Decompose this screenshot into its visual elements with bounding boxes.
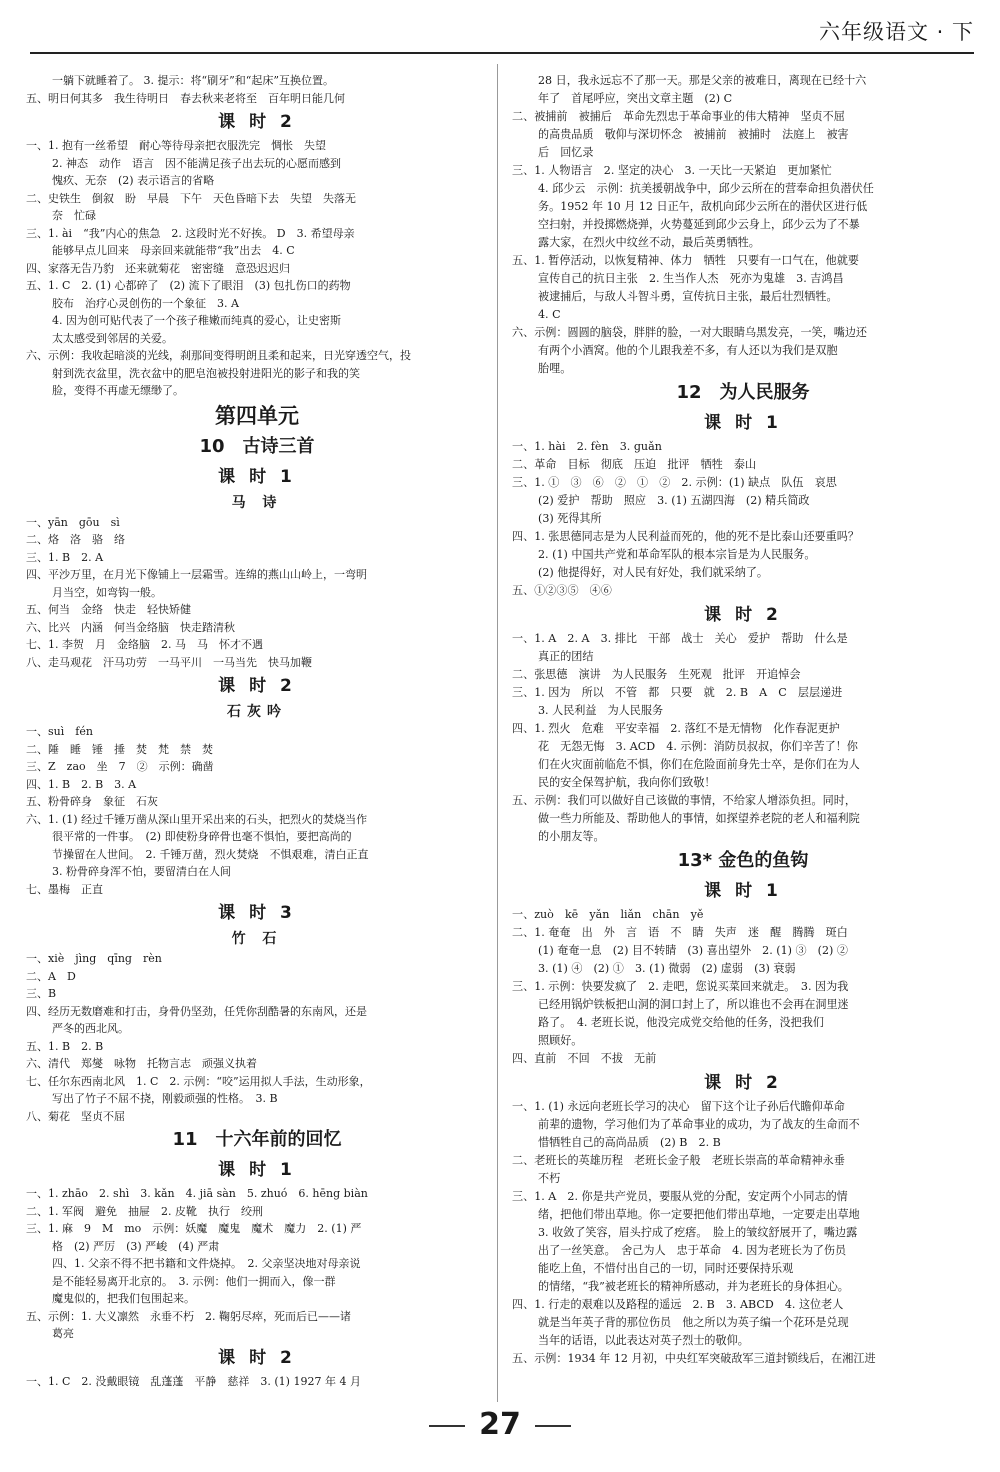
answer-line: 四、家落无告乃豹 还来就菊花 密密缝 意恐迟迟归 xyxy=(26,261,290,275)
answer-line: 4. C xyxy=(538,308,561,321)
answer-line: 四、1. 烈火 危难 平安幸福 2. 落红不是无情物 化作春泥更护 xyxy=(512,722,840,735)
answer-line: 严冬的西北风。 xyxy=(52,1022,129,1035)
answer-line: 务。1952 年 10 月 12 日正午，敌机向邱少云所在的潜伏区进行低 xyxy=(538,200,868,213)
answer-line: 一、xiè jìng qīng rèn xyxy=(26,952,162,965)
period-heading: 课 时 1 xyxy=(704,881,782,901)
answer-line: 魔鬼似的，把我们包围起来。 xyxy=(52,1292,195,1305)
answer-line: 四、直前 不回 不拔 无前 xyxy=(512,1052,657,1065)
page-number-dash-right xyxy=(535,1425,571,1427)
answer-line: 节操留在人世间。 2. 千锤万凿，烈火焚烧 不惧艰难，清白正直 xyxy=(52,847,369,861)
answer-line: 很平常的一件事。 (2) 即使粉身碎骨也毫不惧怕，要把高尚的 xyxy=(52,830,352,843)
answer-line: 三、Z zao 坐 7 ② 示例：确凿 xyxy=(26,760,214,773)
answer-line: (2) 他提得好，对人民有好处，我们就采纳了。 xyxy=(538,566,769,579)
period-heading: 课 时 2 xyxy=(218,676,296,696)
answer-line: 二、1. 奄奄 出 外 言 语 不 睛 失声 迷 醒 腾腾 斑白 xyxy=(512,926,848,939)
answer-line: 一、1. hài 2. fèn 3. guǎn xyxy=(512,440,662,453)
answer-line: 是不能轻易离开北京的。 3. 示例：他们一拥而入，像一群 xyxy=(52,1274,336,1288)
answer-line: 五、粉骨碎身 象征 石灰 xyxy=(26,795,158,808)
header-title: 六年级语文 · 下 xyxy=(818,20,974,44)
answer-line: 3. (1) ④ (2) ① 3. (1) 微弱 (2) 虚弱 (3) 衰弱 xyxy=(538,962,796,975)
answer-line: 的小朋友等。 xyxy=(538,830,605,843)
left-column xyxy=(26,72,488,1390)
answer-line: 一、1. A 2. A 3. 排比 干部 战士 关心 爱护 帮助 什么是 xyxy=(512,632,848,645)
answer-line: 年了 首尾呼应，突出文章主题 (2) C xyxy=(538,92,733,105)
answer-line: 胎哩。 xyxy=(538,362,572,375)
answer-line: 三、1. ① ③ ⑥ ② ① ② 2. 示例：(1) 缺点 队伍 哀思 xyxy=(512,476,837,489)
lesson-heading: 12 为人民服务 xyxy=(676,382,810,403)
answer-line: 的情绪，“我”被老班长的精神所感动，并为老班长的身体担心。 xyxy=(538,1280,849,1293)
answer-line: 真正的团结 xyxy=(538,650,594,663)
answer-line: 花 无怨无悔 3. ACD 4. 示例：消防员叔叔，你们辛苦了！你 xyxy=(538,740,858,753)
answer-line: 出了一丝笑意。 舍己为人 忠于革命 4. 因为老班长为了伤员 xyxy=(538,1244,847,1257)
answer-line: 3. 粉骨碎身浑不怕，要留清白在人间 xyxy=(52,865,231,878)
period-heading: 课 时 3 xyxy=(218,903,296,923)
answer-line: 脸，变得不再虚无缥缈了。 xyxy=(52,384,184,397)
answer-line: 空扫射，并投掷燃烧弹，火势蔓延到邱少云身上，邱少云为了不暴 xyxy=(538,218,860,231)
answer-line: 二、革命 目标 彻底 压迫 批评 牺牲 泰山 xyxy=(512,458,757,471)
period-heading: 课 时 2 xyxy=(218,1347,296,1368)
answer-line: 三、1. B 2. A xyxy=(26,550,104,564)
answer-line: 做一些力所能及、帮助他人的事情，如探望养老院的老人和福利院 xyxy=(538,812,860,825)
period-heading: 课 时 1 xyxy=(704,413,782,433)
answer-line: 3. 收敛了笑容，眉头拧成了疙瘩。 脸上的皱纹舒展开了，嘴边露 xyxy=(538,1226,858,1239)
answer-line: 三、1. 因为 所以 不管 都 只要 就 2. B A C 层层递进 xyxy=(512,686,843,699)
answer-line: 照顾好。 xyxy=(538,1034,583,1047)
answer-line: 六、比兴 内涵 何当金络脑 快走踏清秋 xyxy=(26,620,235,634)
answer-line: 射到洗衣盆里，洗衣盆中的肥皂泡被投射进阳光的影子和我的笑 xyxy=(52,366,360,380)
period-heading: 课 时 2 xyxy=(704,605,782,625)
answer-line: 的高贵品质 敬仰与深切怀念 被捕前 被捕时 法庭上 被害 xyxy=(538,128,849,141)
answer-line: 四、1. 张思德同志是为人民利益而死的，他的死不是比泰山还要重吗？ xyxy=(512,530,859,543)
answer-line: (1) 奄奄一息 (2) 目不转睛 (3) 喜出望外 2. (1) ③ (2) ② xyxy=(538,944,849,957)
answer-line: 七、任尔东西南北风 1. C 2. 示例：“咬”运用拟人手法，生动形象， xyxy=(26,1074,371,1088)
answer-line: 惜牺牲自己的高尚品质 (2) B 2. B xyxy=(538,1136,721,1149)
lesson-heading: 13* 金色的鱼钩 xyxy=(677,850,809,871)
answer-line: 三、B xyxy=(26,987,57,1000)
answer-line: 有两个小酒窝。他的个儿跟我差不多，有人还以为我们是双胞 xyxy=(538,344,838,357)
answer-line: 五、1. C 2. (1) 心都碎了 (2) 流下了眼泪 (3) 包扎伤口的药物 xyxy=(26,279,351,292)
answer-line: 一躺下就睡着了。 3. 提示：将“刷牙”和“起床”互换位置。 xyxy=(52,74,334,87)
answer-line: 四、经历无数磨难和打击，身骨仍坚劲，任凭你刮酷暑的东南风，还是 xyxy=(26,1004,367,1018)
answer-line: 五、示例：我们可以做好自己该做的事情，不给家人增添负担。同时， xyxy=(512,794,856,807)
answer-line: 三、1. ài “我”内心的焦急 2. 这段时光不好挨。 D 3. 希望母亲 xyxy=(26,226,355,240)
answer-line: 们在火灾面前临危不惧，你们在危险面前身先士卒，是你们在为人 xyxy=(538,758,860,771)
answer-line: 二、老班长的英雄历程 老班长金子般 老班长崇高的革命精神永垂 xyxy=(512,1154,845,1167)
answer-line: 五、示例：1. 大义凛然 永垂不朽 2. 鞠躬尽瘁，死而后已——诸 xyxy=(26,1309,351,1323)
poem-title: 石灰吟 xyxy=(227,704,287,720)
answer-line: 四、1. 父亲不得不把书籍和文件烧掉。 2. 父亲坚决地对母亲说 xyxy=(52,1257,361,1270)
lesson-heading: 10 古诗三首 xyxy=(199,435,315,457)
answer-line: 七、墨梅 正直 xyxy=(26,882,103,896)
answer-line: 五、①②③⑤ ④⑥ xyxy=(512,584,612,597)
answer-line: 露大家，在烈火中纹丝不动，最后英勇牺牲。 xyxy=(538,236,760,249)
page-number-block xyxy=(0,1407,1000,1442)
answer-line: 八、走马观花 汗马功劳 一马平川 一马当先 快马加鞭 xyxy=(26,655,312,669)
poem-title: 马 诗 xyxy=(231,494,283,511)
answer-line: 能吃上鱼，不惜付出自己的一切，同时还要保持乐观 xyxy=(538,1262,794,1275)
answer-line: 28 日，我永远忘不了那一天。那是父亲的被难日，离现在已经十六 xyxy=(538,74,867,87)
answer-line: 路了。 4. 老班长说，他没完成党交给他的任务，没把我们 xyxy=(538,1016,824,1029)
lesson-heading: 11 十六年前的回忆 xyxy=(172,1129,342,1150)
unit-heading: 第四单元 xyxy=(215,403,299,428)
page-number-dash-left xyxy=(429,1425,465,1427)
answer-line: 2. 神态 动作 语言 因不能满足孩子出去玩的心愿而感到 xyxy=(52,156,341,170)
period-heading: 课 时 1 xyxy=(218,1160,296,1180)
period-heading: 课 时 1 xyxy=(218,466,296,487)
answer-line: 五、明日何其多 我生待明日 春去秋来老将至 百年明日能几何 xyxy=(26,91,345,105)
answer-line: 前辈的遗物，学习他们为了革命事业的成功，为了战友的生命而不 xyxy=(538,1118,860,1131)
answer-line: 三、1. 人物语言 2. 坚定的决心 3. 一天比一天紧迫 更加紧忙 xyxy=(512,164,832,177)
answer-line: 月当空，如弯钩一般。 xyxy=(52,585,162,599)
answer-line: 被逮捕后，与敌人斗智斗勇，宣传抗日主张，最后壮烈牺牲。 xyxy=(538,290,838,303)
answer-line: 4. 因为创可贴代表了一个孩子稚嫩而纯真的爱心，让史密斯 xyxy=(52,314,341,327)
answer-line: 五、1. 暂停活动，以恢复精神、体力 牺牲 只要有一口气在，他就要 xyxy=(512,254,859,267)
answer-line: 就是当年英子背的那位伤员 他之所以为英子编一个花环是兑现 xyxy=(538,1316,849,1329)
right-column xyxy=(512,72,974,1368)
answer-line: 奈 忙碌 xyxy=(52,209,96,222)
answer-line: 六、示例：我收起暗淡的光线，刹那间变得明朗且柔和起来，日光穿透空气，投 xyxy=(26,349,411,362)
answer-line: 五、1. B 2. B xyxy=(26,1039,104,1053)
answer-line: 二、被捕前 被捕后 革命先烈忠于革命事业的伟大精神 坚贞不屈 xyxy=(512,110,845,123)
answer-line: 八、菊花 坚贞不屈 xyxy=(26,1109,125,1123)
answer-line: 五、何当 金络 快走 轻快矫健 xyxy=(26,603,191,616)
answer-line: 四、1. B 2. B 3. A xyxy=(26,777,137,791)
answer-line: 七、1. 李贺 月 金络脑 2. 马 马 怀才不遇 xyxy=(26,638,263,651)
answer-line: 写出了竹子不屈不挠，刚毅顽强的性格。 3. B xyxy=(52,1092,278,1105)
answer-line: 六、1. (1) 经过千锤万凿从深山里开采出来的石头，把烈火的焚烧当作 xyxy=(26,812,368,826)
answer-line: 三、1. 示例：快要发疯了 2. 走吧，您说买菜回来就走。 3. 因为我 xyxy=(512,980,849,993)
answer-line: 2. (1) 中国共产党和革命军队的根本宗旨是为人民服务。 xyxy=(538,548,816,561)
answer-line: 二、A D xyxy=(26,969,76,983)
answer-line: 格 (2) 严厉 (3) 严峻 (4) 严肃 xyxy=(52,1239,220,1253)
answer-line: (3) 死得其所 xyxy=(538,512,602,525)
answer-line: 六、清代 郑燮 咏物 托物言志 顽强义执着 xyxy=(26,1057,257,1070)
answer-line: 当年的话语，以此表达对英子烈士的敬仰。 xyxy=(538,1334,749,1347)
page-number: 27 xyxy=(479,1407,521,1442)
answer-line: 一、suì fén xyxy=(26,725,93,738)
answer-line: 一、1. C 2. 没戴眼镜 乱蓬蓬 平静 慈祥 3. (1) 1927 年 4 月 xyxy=(26,1374,361,1388)
period-heading: 课 时 2 xyxy=(218,112,296,132)
answer-line: 3. 人民利益 为人民服务 xyxy=(538,704,664,717)
answer-line: 民的安全保驾护航，我向你们致敬！ xyxy=(538,776,716,789)
header-rule xyxy=(30,52,974,54)
answer-line: 不朽 xyxy=(538,1172,561,1185)
answer-line: 四、平沙万里，在月光下像铺上一层霜雪。连绵的燕山山岭上，一弯明 xyxy=(26,568,367,581)
answer-line: 三、1. A 2. 你是共产党员，要服从党的分配，安定两个小同志的情 xyxy=(512,1190,848,1203)
answer-line: 一、1. zhāo 2. shì 3. kǎn 4. jiā sàn 5. zhuó 6. hēng biàn xyxy=(26,1187,368,1200)
answer-line: 五、示例：1934 年 12 月初，中央红军突破敌军三道封锁线后，在湘江进 xyxy=(512,1352,876,1365)
poem-title: 竹 石 xyxy=(231,931,283,947)
answer-line: 四、1. 行走的艰难以及路程的遥远 2. B 3. ABCD 4. 这位老人 xyxy=(512,1298,844,1311)
period-heading: 课 时 2 xyxy=(704,1073,782,1093)
answer-line: 太太感受到邻居的关爱。 xyxy=(52,331,173,345)
answer-line: 4. 邱少云 示例：抗美援朝战争中，邱少云所在的营奉命担负潜伏任 xyxy=(538,182,874,195)
answer-line: 一、1. 抱有一丝希望 耐心等待母亲把衣服洗完 惆怅 失望 xyxy=(26,139,326,152)
answer-line: 已经用锅炉铁板把山洞的洞口封上了，所以谁也不会再在洞里迷 xyxy=(538,998,849,1011)
answer-line: 胶布 治疗心灵创伤的一个象征 3. A xyxy=(52,296,239,310)
answer-line: 能够早点儿回来 母亲回来就能带“我”出去 4. C xyxy=(52,244,295,257)
answer-line: 葛亮 xyxy=(52,1327,74,1340)
answer-line: 一、zuò kē yǎn liǎn chān yě xyxy=(512,908,704,921)
answer-line: 一、yān gōu sì xyxy=(26,515,120,529)
answer-line: (2) 爱护 帮助 照应 3. (1) 五湖四海 (2) 精兵简政 xyxy=(538,494,810,507)
answer-line: 三、1. 麻 9 M mo 示例：妖魔 魔鬼 魔术 魔力 2. (1) 严 xyxy=(26,1222,362,1235)
answer-line: 六、示例：圆圆的脑袋，胖胖的脸，一对大眼睛乌黑发亮，一笑，嘴边还 xyxy=(512,326,868,339)
answer-line: 二、张思德 演讲 为人民服务 生死观 批评 开追悼会 xyxy=(512,668,801,681)
answer-line: 宣传自己的抗日主张 2. 生当作人杰 死亦为鬼雄 3. 吉鸿昌 xyxy=(538,272,844,285)
answer-line: 二、1. 军阀 避免 抽屉 2. 皮靴 执行 绞刑 xyxy=(26,1204,263,1218)
answer-line: 愧疚、无奈 (2) 表示语言的省略 xyxy=(52,174,215,187)
answer-line: 二、烙 洛 骆 络 xyxy=(26,533,125,546)
answer-line: 一、1. (1) 永远向老班长学习的决心 留下这个让子孙后代瞻仰革命 xyxy=(512,1100,845,1113)
answer-line: 二、史铁生 倒叙 盼 早晨 下午 天色昏暗下去 失望 失落无 xyxy=(26,191,356,205)
answer-line: 绪，把他们带出草地。你一定要把他们带出草地，一定要走出草地 xyxy=(538,1208,860,1221)
answer-line: 二、陲 睡 锤 捶 焚 梵 禁 焚 xyxy=(26,742,213,756)
column-divider xyxy=(497,64,498,1402)
answer-line: 后 回忆录 xyxy=(538,146,594,159)
